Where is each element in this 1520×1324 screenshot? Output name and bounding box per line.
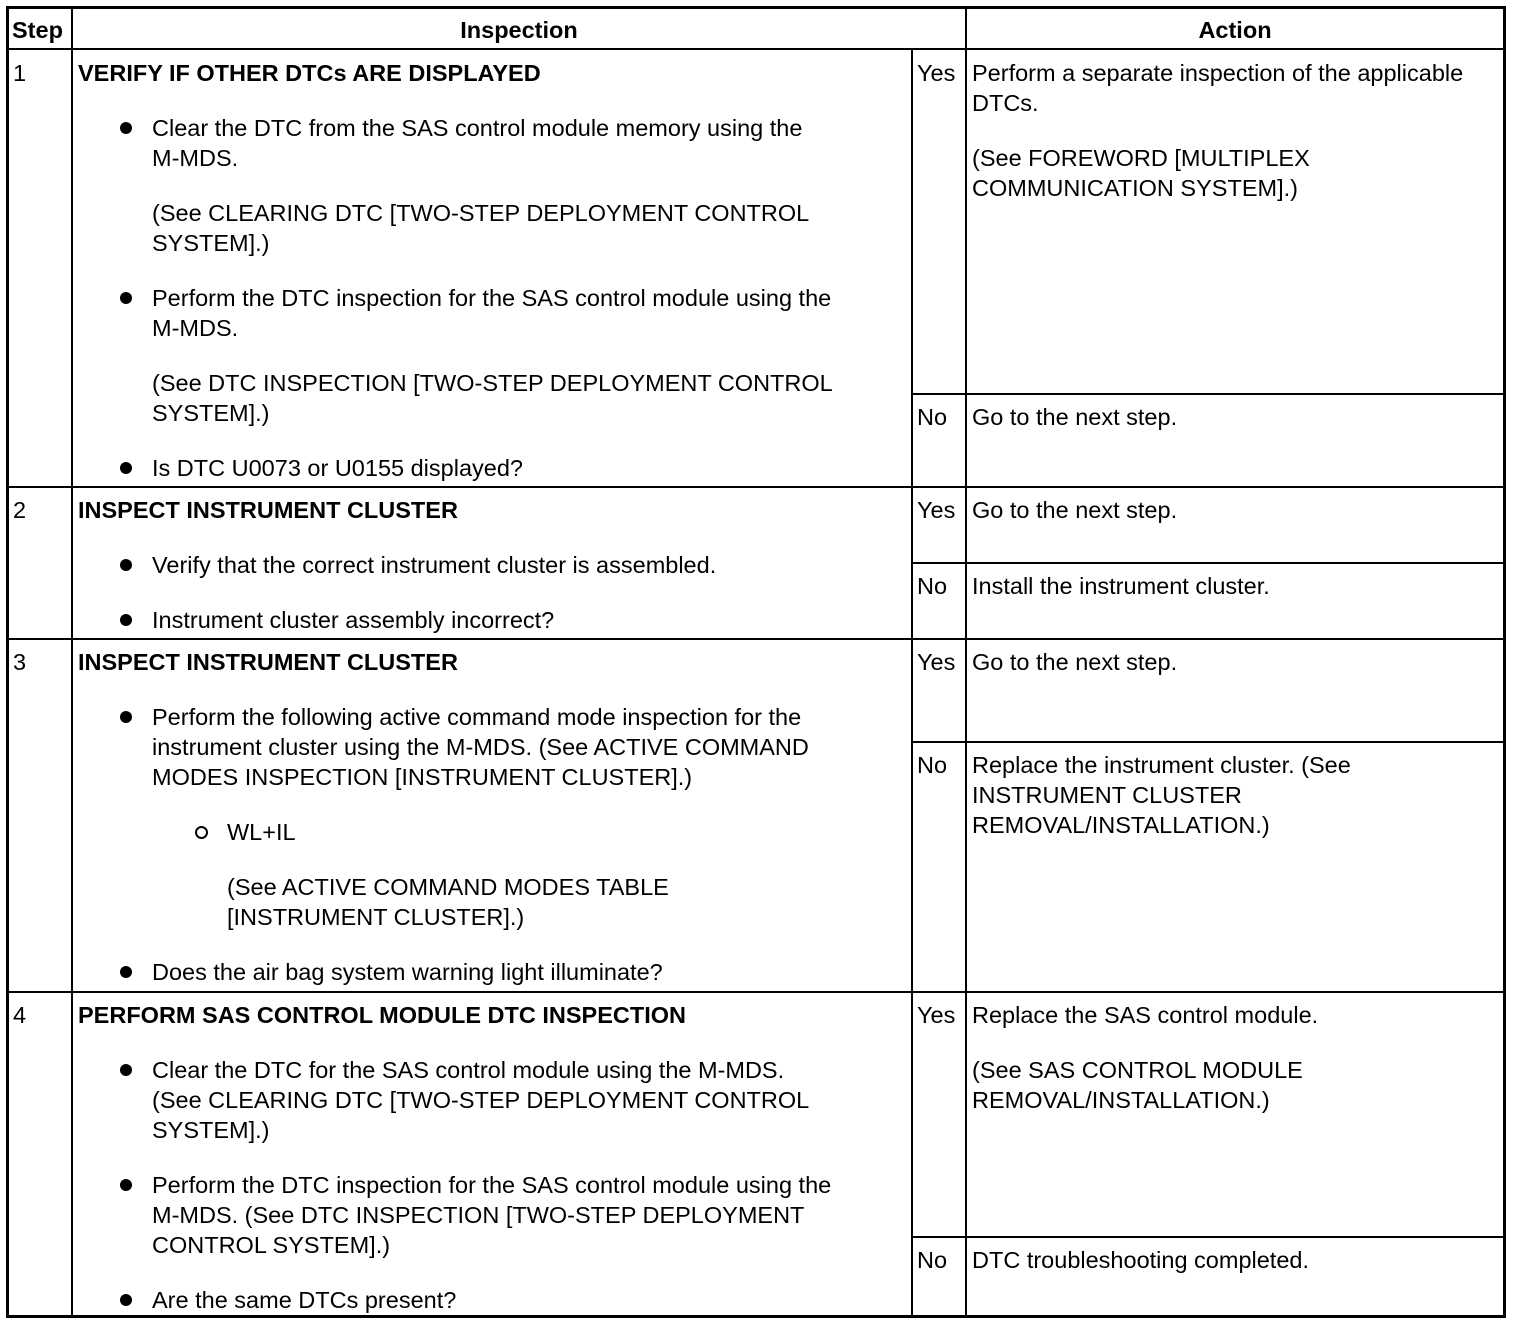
header-step: Step bbox=[12, 17, 63, 43]
inspection-line: MODES INSPECTION [INSTRUMENT CLUSTER].) bbox=[152, 764, 693, 790]
bullet-icon bbox=[120, 1064, 132, 1076]
yes-label: Yes bbox=[917, 1002, 956, 1028]
bullet-icon bbox=[120, 1179, 132, 1191]
inspection-line: Is DTC U0073 or U0155 displayed? bbox=[152, 455, 523, 481]
inspection-line: M-MDS. bbox=[152, 315, 239, 341]
action-line: Go to the next step. bbox=[972, 649, 1178, 675]
inspection-line: SYSTEM].) bbox=[152, 1117, 270, 1143]
yes-label: Yes bbox=[917, 497, 956, 523]
step-title: INSPECT INSTRUMENT CLUSTER bbox=[78, 649, 458, 675]
step-number: 1 bbox=[13, 60, 27, 86]
bullet-icon bbox=[120, 559, 132, 571]
no-label: No bbox=[917, 573, 948, 599]
troubleshooting-table bbox=[6, 6, 1506, 1318]
bullet-icon bbox=[120, 966, 132, 978]
inspection-line: (See ACTIVE COMMAND MODES TABLE bbox=[227, 874, 669, 900]
inspection-line: Does the air bag system warning light illuminate? bbox=[152, 959, 663, 985]
no-label: No bbox=[917, 404, 948, 430]
action-line: Install the instrument cluster. bbox=[972, 573, 1270, 599]
inspection-line: (See CLEARING DTC [TWO-STEP DEPLOYMENT CONTROL bbox=[152, 200, 810, 226]
yes-label: Yes bbox=[917, 649, 956, 675]
header-inspection: Inspection bbox=[460, 17, 578, 43]
action-line: REMOVAL/INSTALLATION.) bbox=[972, 1087, 1270, 1113]
inspection-line: WL+IL bbox=[227, 819, 296, 845]
inspection-line: CONTROL SYSTEM].) bbox=[152, 1232, 391, 1258]
inspection-line: SYSTEM].) bbox=[152, 400, 270, 426]
col-divider-step bbox=[71, 9, 73, 1315]
bullet-icon bbox=[120, 1294, 132, 1306]
inspection-line: M-MDS. (See DTC INSPECTION [TWO-STEP DEPLOYMENT bbox=[152, 1202, 805, 1228]
step-number: 2 bbox=[13, 497, 27, 523]
inspection-line: Verify that the correct instrument cluster is assembled. bbox=[152, 552, 717, 578]
action-line: REMOVAL/INSTALLATION.) bbox=[972, 812, 1270, 838]
inspection-line: SYSTEM].) bbox=[152, 230, 270, 256]
bullet-icon bbox=[120, 122, 132, 134]
inspection-line: Perform the DTC inspection for the SAS control module using the bbox=[152, 1172, 832, 1198]
inspection-line: Perform the DTC inspection for the SAS control module using the bbox=[152, 285, 832, 311]
yesno-divider-1 bbox=[911, 393, 1503, 395]
step-number: 3 bbox=[13, 649, 27, 675]
action-line: Replace the SAS control module. bbox=[972, 1002, 1319, 1028]
action-line: Replace the instrument cluster. (See bbox=[972, 752, 1351, 778]
inspection-line: (See DTC INSPECTION [TWO-STEP DEPLOYMENT CONTROL bbox=[152, 370, 833, 396]
col-divider-inspection bbox=[911, 49, 913, 1315]
inspection-line: M-MDS. bbox=[152, 145, 239, 171]
action-line: Go to the next step. bbox=[972, 497, 1178, 523]
inspection-line: Clear the DTC from the SAS control module memory using the bbox=[152, 115, 803, 141]
inspection-line: Are the same DTCs present? bbox=[152, 1287, 457, 1313]
bullet-icon bbox=[120, 462, 132, 474]
action-line: DTC troubleshooting completed. bbox=[972, 1247, 1310, 1273]
no-label: No bbox=[917, 752, 948, 778]
inspection-line: [INSTRUMENT CLUSTER].) bbox=[227, 904, 525, 930]
yesno-divider-3 bbox=[911, 741, 1503, 743]
row-divider-3 bbox=[9, 991, 1503, 993]
bullet-icon bbox=[120, 614, 132, 626]
action-line: (See FOREWORD [MULTIPLEX bbox=[972, 145, 1310, 171]
inspection-line: Clear the DTC for the SAS control module using the M-MDS. bbox=[152, 1057, 785, 1083]
row-divider-2 bbox=[9, 638, 1503, 640]
bullet-icon bbox=[120, 292, 132, 304]
inspection-line: Instrument cluster assembly incorrect? bbox=[152, 607, 555, 633]
step-title: INSPECT INSTRUMENT CLUSTER bbox=[78, 497, 458, 523]
inspection-line: instrument cluster using the M-MDS. (See ACTIVE COMMAND bbox=[152, 734, 809, 760]
inspection-line: Perform the following active command mode inspection for the bbox=[152, 704, 802, 730]
row-divider-1 bbox=[9, 486, 1503, 488]
action-line: Go to the next step. bbox=[972, 404, 1178, 430]
step-title: VERIFY IF OTHER DTCs ARE DISPLAYED bbox=[78, 60, 541, 86]
yesno-divider-4 bbox=[911, 1236, 1503, 1238]
yesno-divider-2 bbox=[911, 562, 1503, 564]
action-line: INSTRUMENT CLUSTER bbox=[972, 782, 1242, 808]
action-line: COMMUNICATION SYSTEM].) bbox=[972, 175, 1298, 201]
inspection-line: (See CLEARING DTC [TWO-STEP DEPLOYMENT CONTROL bbox=[152, 1087, 810, 1113]
action-line: Perform a separate inspection of the applicable bbox=[972, 60, 1464, 86]
col-divider-yesno bbox=[965, 49, 967, 1315]
header-divider bbox=[9, 48, 1503, 50]
step-number: 4 bbox=[13, 1002, 27, 1028]
action-line: DTCs. bbox=[972, 90, 1039, 116]
yes-label: Yes bbox=[917, 60, 956, 86]
sub-bullet-icon bbox=[195, 826, 208, 839]
action-line: (See SAS CONTROL MODULE bbox=[972, 1057, 1303, 1083]
no-label: No bbox=[917, 1247, 948, 1273]
bullet-icon bbox=[120, 711, 132, 723]
header-action: Action bbox=[1198, 17, 1272, 43]
step-title: PERFORM SAS CONTROL MODULE DTC INSPECTION bbox=[78, 1002, 686, 1028]
